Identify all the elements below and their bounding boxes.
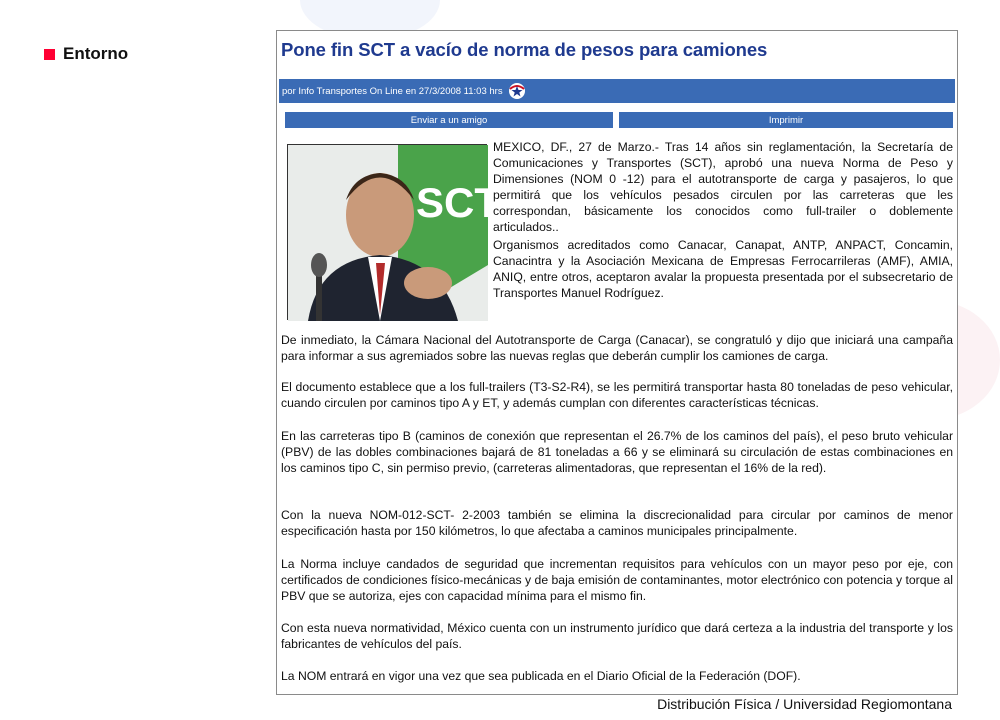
article-panel: [276, 30, 958, 695]
article-paragraph: La NOM entrará en vigor una vez que sea publicada en el Diario Oficial de la Federación (DOF).: [281, 669, 801, 683]
article-paragraph: El documento establece que a los full-trailers (T3-S2-R4), se les permitirá transportar hasta 80 toneladas de peso vehicular, cuando circulen por caminos tipo A y ET, y además cumplan con diferentes características técnicas.: [281, 380, 953, 411]
article-paragraph: Con la nueva NOM-012-SCT- 2-2003 también se elimina la discrecionalidad para circular por caminos de menor especificación hasta por 150 kilómetros, lo que afectaba a caminos municipales principalmente.: [281, 508, 953, 539]
section-title: Entorno: [63, 44, 129, 63]
send-to-friend-button[interactable]: Enviar a un amigo: [285, 112, 613, 128]
print-button[interactable]: Imprimir: [619, 112, 953, 128]
byline-bar: [279, 79, 955, 103]
footer-caption: Distribución Física / Universidad Regiomontana: [657, 696, 952, 712]
article-paragraph: Organismos acreditados como Canacar, Canapat, ANTP, ANPACT, Concamin, Canacintra y la Asociación Mexicana de Empresas Ferrocarrileras (AMF), AMIA, ANIQ, entre otros, aceptaron avalar la propuesta presentada por el subsecretario de Transportes Manuel Rodríguez.: [493, 238, 953, 301]
article-paragraph: En las carreteras tipo B (caminos de conexión que representan el 26.7% de los caminos del país), el peso bruto vehicular (PBV) de las dobles combinaciones bajará de 81 toneladas a 66 y se eliminará su circulación de estas combinaciones en los caminos tipo C, sin permiso previo, (carreteras alimentadoras, que representan el 16% de la red).: [281, 429, 953, 476]
article-headline: Pone fin SCT a vacío de norma de pesos para camiones: [281, 39, 768, 60]
article-paragraph: MEXICO, DF., 27 de Marzo.- Tras 14 años sin reglamentación, la Secretaría de Comunicaciones y Transportes (SCT), aprobó una nueva Norma de Peso y Dimensiones (NOM 0 -12) para el autotransporte de carga y pasajeros, lo que permitirá que los vehículos pesados circulen por las carreteras que les correspondan, básicamente los conocidos como full-trailer o doblemente articulados..: [493, 140, 953, 235]
article-paragraph: La Norma incluye candados de seguridad que incrementan requisitos para vehículos con un mayor peso por eje, con certificados de condiciones físico-mecánicas y de baja emisión de contaminantes, motor electrónico con potencia y torque al PBV que se autoriza, ejes con capacidad mínima para el mismo fin.: [281, 557, 953, 604]
photo-sct-logo-text: SCT: [416, 179, 500, 226]
byline-text: por Info Transportes On Line en 27/3/2008 11:03 hrs: [282, 85, 503, 97]
article-paragraph: De inmediato, la Cámara Nacional del Autotransporte de Carga (Canacar), se congratuló y dijo que iniciará una campaña para informar a sus agremiados sobre las nuevas reglas que deberán cumplir los camiones de carga.: [281, 333, 953, 364]
section-heading: [44, 44, 128, 64]
article-photo: [287, 144, 500, 320]
article-paragraph: Con esta nueva normatividad, México cuenta con un instrumento jurídico que dará certeza a la industria del transporte y los fabricantes de vehículos del país.: [281, 621, 953, 652]
star-logo-icon: [507, 81, 527, 101]
bullet-square-icon: [44, 49, 55, 60]
